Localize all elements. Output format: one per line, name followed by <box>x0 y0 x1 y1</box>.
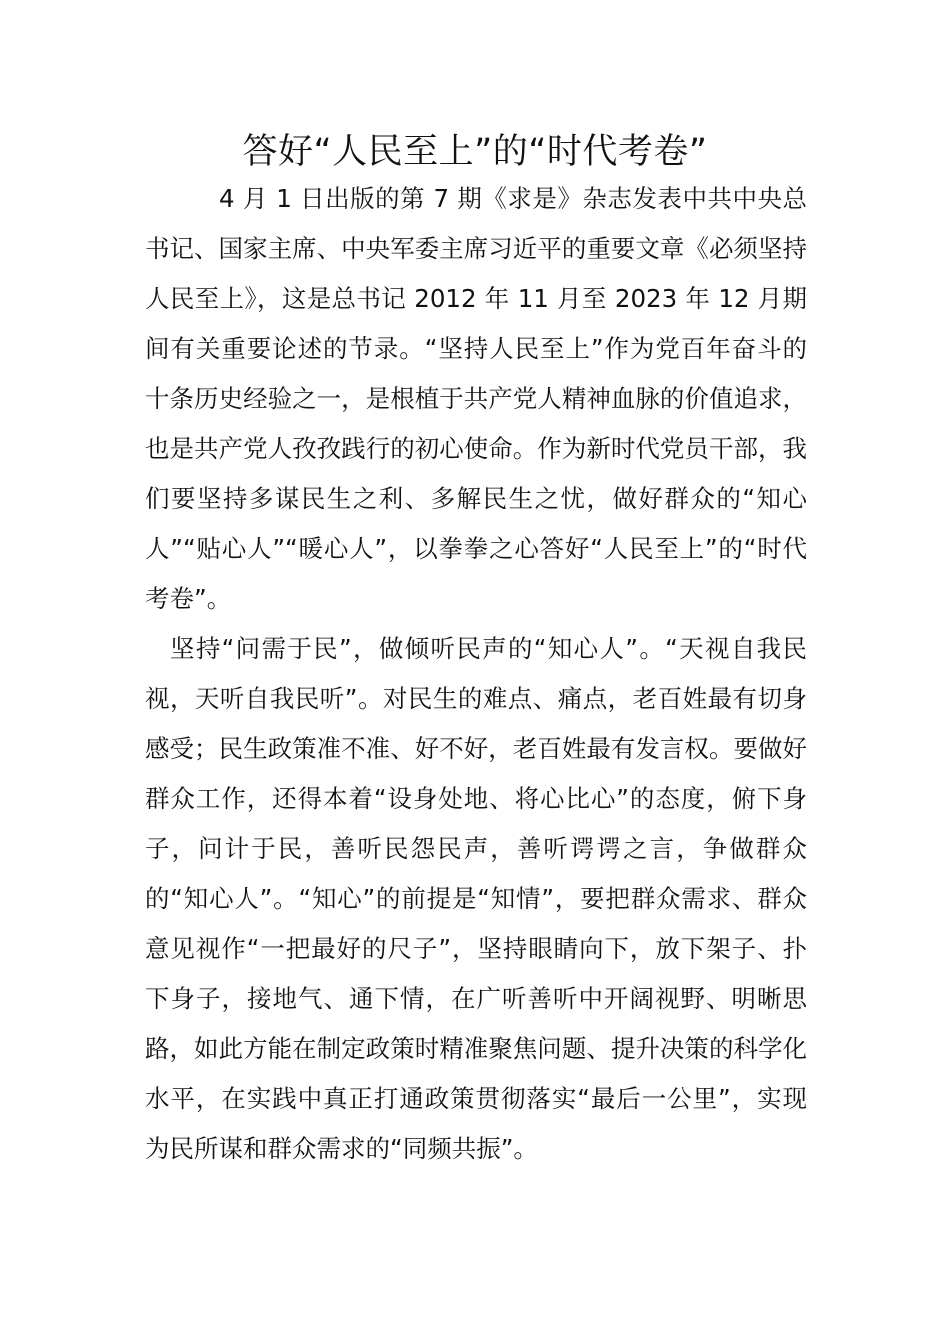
document-body <box>145 174 807 1174</box>
paragraph: 4 月 1 日出版的第 7 期《求是》杂志发表中共中央总书记、国家主席、中央军委主席习近平的重要文章《必须坚持人民至上》，这是总书记 2012 年 11 月至 2023 年 12 月期间有关重要论述的节录。“坚持人民至上”作为党百年奋斗的十条历史经验之一，是根植于共产党人精神血脉的价值追求，也是共产党人孜孜践行的初心使命。作为新时代党员干部，我们要坚持多谋民生之利、多解民生之忧，做好群众的“知心人”“贴心人”“暖心人”，以拳拳之心答好“人民至上”的“时代考卷”。 <box>145 184 807 613</box>
document-title: 答好“人民至上”的“时代考卷” <box>242 132 708 172</box>
paragraph: 坚持“问需于民”，做倾听民声的“知心人”。“天视自我民视，天听自我民听”。对民生的难点、痛点，老百姓最有切身感受；民生政策准不准、好不好，老百姓最有发言权。要做好群众工作，还得本着“设身处地、将心比心”的态度，俯下身子，问计于民，善听民怨民声，善听谔谔之言，争做群众的“知心人”。“知心”的前提是“知情”，要把群众需求、群众意见视作“一把最好的尺子”，坚持眼睛向下，放下架子、扑下身子，接地气、通下情，在广听善听中开阔视野、明晰思路，如此方能在制定政策时精准聚焦问题、提升决策的科学化水平，在实践中真正打通政策贯彻落实“最后一公里”，实现为民所谋和群众需求的“同频共振”。 <box>145 634 807 1163</box>
